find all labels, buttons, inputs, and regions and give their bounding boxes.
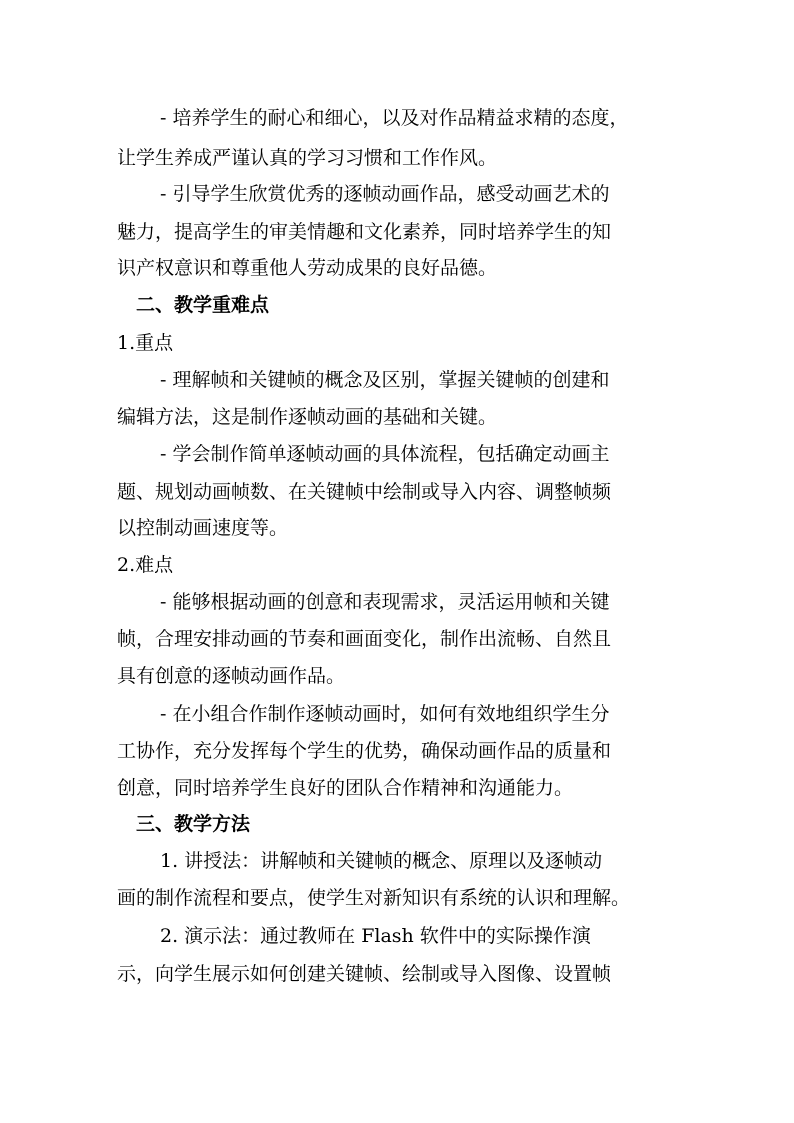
paragraph-line: 2. 演示法：通过教师在 Flash 软件中的实际操作演	[160, 925, 591, 947]
paragraph-line: - 培养学生的耐心和细心，以及对作品精益求精的态度，	[160, 107, 629, 129]
paragraph-line: 创意，同时培养学生良好的团队合作精神和沟通能力。	[117, 777, 574, 799]
paragraph-line: 画的制作流程和要点，使学生对新知识有系统的认识和理解。	[117, 887, 631, 909]
paragraph-line: - 引导学生欣赏优秀的逐帧动画作品，感受动画艺术的	[160, 183, 610, 205]
paragraph-line: 让学生养成严谨认真的学习习惯和工作作风。	[117, 147, 498, 169]
paragraph-line: 魅力，提高学生的审美情趣和文化素养，同时培养学生的知	[117, 221, 612, 243]
paragraph-line: 工协作，充分发挥每个学生的优势，确保动画作品的质量和	[117, 740, 612, 762]
paragraph-line: 题、规划动画帧数、在关键帧中绘制或导入内容、调整帧频	[117, 481, 612, 503]
paragraph-line: 1. 讲授法：讲解帧和关键帧的概念、原理以及逐帧动	[160, 850, 603, 872]
paragraph-line: 具有创意的逐帧动画作品。	[117, 665, 346, 687]
subheading-keypoints: 1.重点	[117, 332, 174, 354]
paragraph-line: 帧，合理安排动画的节奏和画面变化，制作出流畅、自然且	[117, 628, 612, 650]
section-heading-2: 二、教学重难点	[136, 294, 270, 316]
paragraph-line: - 能够根据动画的创意和表现需求，灵活运用帧和关键	[160, 591, 610, 613]
subheading-difficulties: 2.难点	[117, 554, 174, 576]
paragraph-line: 示，向学生展示如何创建关键帧、绘制或导入图像、设置帧	[117, 963, 612, 985]
paragraph-line: 编辑方法，这是制作逐帧动画的基础和关键。	[117, 406, 498, 428]
paragraph-line: 以控制动画速度等。	[117, 517, 289, 539]
paragraph-line: - 学会制作简单逐帧动画的具体流程，包括确定动画主	[160, 443, 610, 465]
paragraph-line: - 在小组合作制作逐帧动画时，如何有效地组织学生分	[160, 703, 610, 725]
section-heading-3: 三、教学方法	[136, 813, 251, 835]
paragraph-line: - 理解帧和关键帧的概念及区别，掌握关键帧的创建和	[160, 369, 610, 391]
paragraph-line: 识产权意识和尊重他人劳动成果的良好品德。	[117, 257, 498, 279]
